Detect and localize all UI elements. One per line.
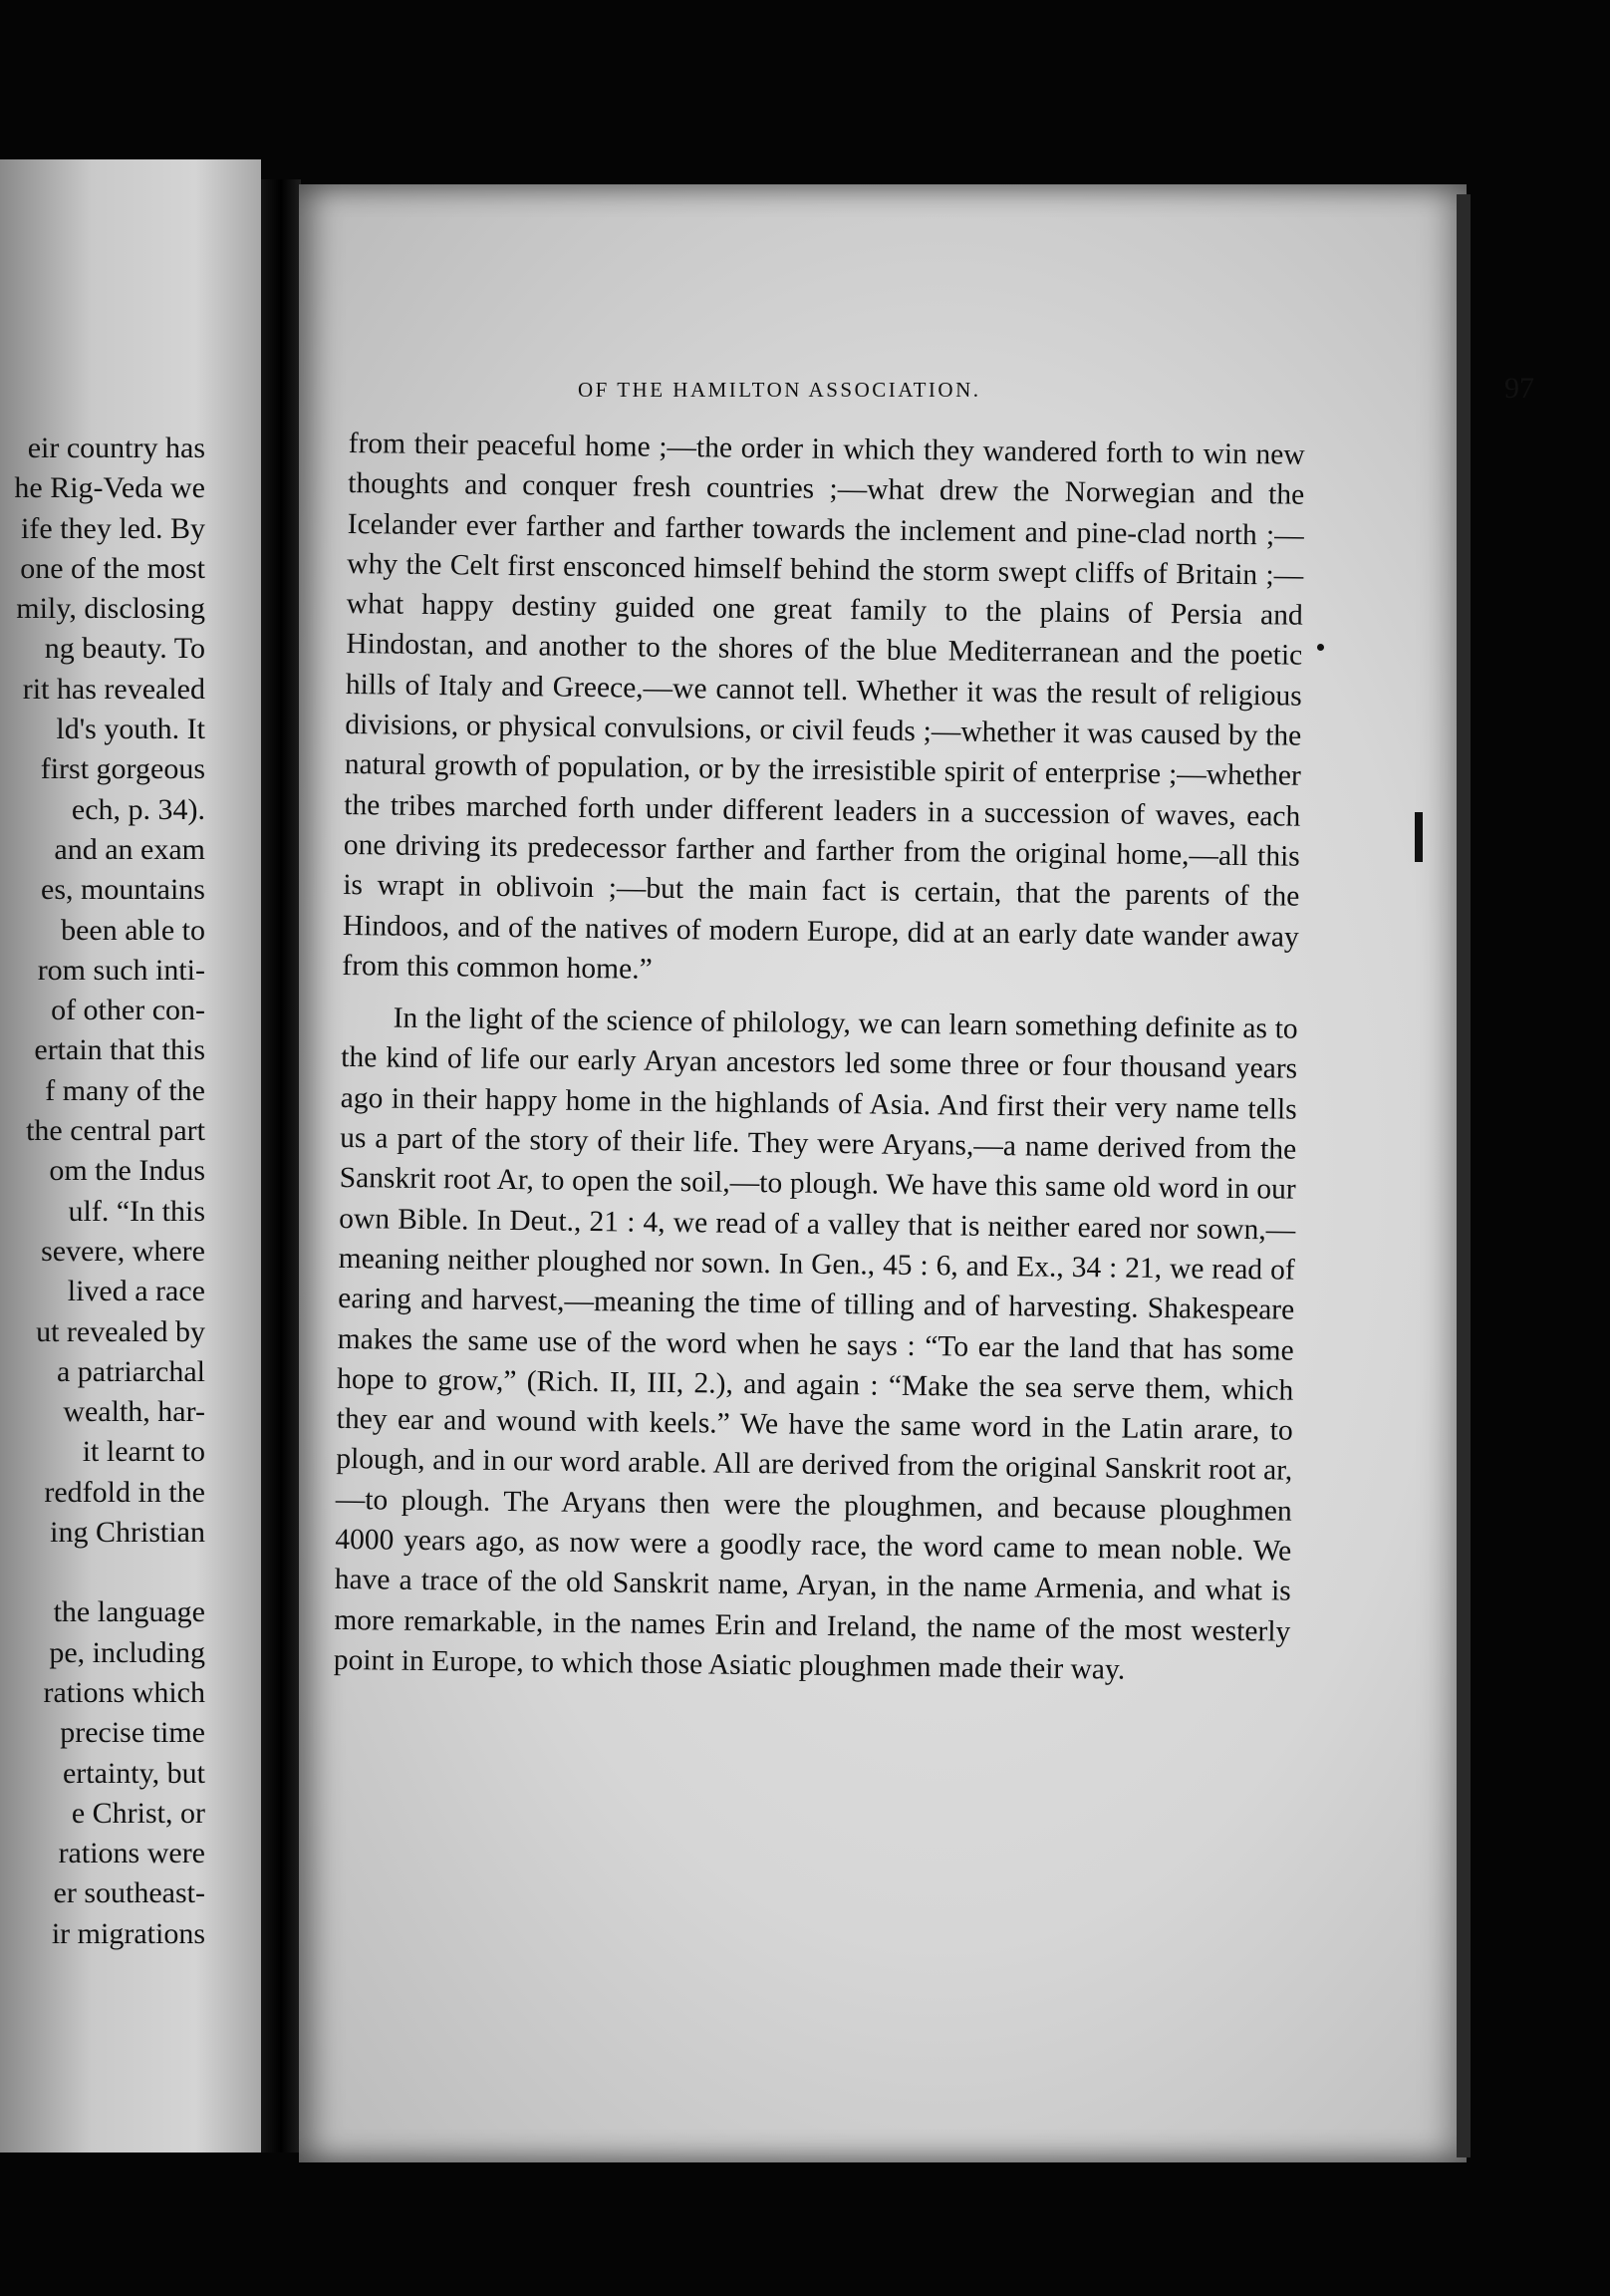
left-page-line: rom such inti- [37,953,205,987]
left-page-line: redfold in the [44,1475,205,1509]
page-number: 97 [1504,372,1534,405]
left-page-line: om the Indus [49,1154,205,1188]
left-page-line: rations which [43,1675,205,1709]
left-page-line: the central part [26,1114,205,1148]
left-page-line: ir migrations [51,1916,205,1950]
margin-dot [1317,644,1324,651]
margin-mark [1415,812,1423,862]
left-page-line: ut revealed by [36,1314,205,1348]
left-page-line: rit has revealed [22,672,205,706]
left-page-line: ulf. “In this [68,1194,205,1228]
book-gutter [261,179,301,2152]
left-page-line: ife they led. By [21,511,205,545]
paragraph-1: from their peaceful home ;—the order in which they wandered forth to win new thoughts and conquer fresh countries ;—what drew the Norwegian and the Icelander ever farther and farther towards the inclement and pine-clad north ;—why the Celt first ensconced himself behind the storm swept cliffs of Britain ;—what happy destiny guided one great family to the plains of Persia and Hindostan, and another to the shores of the blue Mediterranean and the poetic hills of Italy and Greece,—we cannot tell. Whether it was the result of religious divisions, or physical convulsions, or civil feuds ;—whether it was caused by the natural growth of population, or by the irresistible spirit of enterprise ;—whether the tribes marched forth under different leaders in a succession of waves, each one driving its predecessor farther and farther from the original home,—all this is wrapt in oblivoin ;—but the main fact is certain, that the parents of the Hindoos, and of the natives of modern Europe, did at an early date wander away from this common home.” [342,427,1305,986]
left-page-line: er southeast- [53,1876,205,1910]
left-page-line: been able to [61,913,205,947]
page-body [334,424,1305,1692]
left-page-line: es, mountains [41,873,205,907]
left-page-line: of other con- [51,994,205,1027]
left-page-line: e Christ, or [71,1796,205,1830]
left-page-line: rations were [58,1837,205,1870]
left-page-line: severe, where [41,1234,205,1268]
page-edge [1457,194,1471,2157]
left-page-line: a patriarchal [56,1354,205,1388]
right-page [299,184,1534,2162]
left-page-line: lived a race [67,1275,205,1308]
left-page-line: first gorgeous [40,752,205,786]
left-page-line: ld's youth. It [56,713,205,746]
left-page-line: the language [53,1595,205,1629]
left-page-line: pe, including [49,1635,205,1669]
left-page-line: he Rig-Veda we [14,471,205,505]
left-page-line: ertainty, but [62,1756,205,1790]
left-page-line: ing Christian [50,1516,205,1550]
left-page-line: precise time [60,1716,205,1750]
left-page-line: one of the most [20,551,205,585]
left-page-line: it learnt to [82,1435,205,1469]
left-page-line: mily, disclosing [16,592,205,626]
running-head: OF THE HAMILTON ASSOCIATION. [578,378,981,402]
left-page-text [0,429,205,1954]
left-page-line: wealth, har- [63,1395,205,1429]
left-page-line: f many of the [45,1073,205,1107]
left-page-line: ng beauty. To [44,632,205,666]
paragraph-2: In the light of the science of philology, we can learn something definite as to the kind of life our early Aryan ancestors led some three or four thousand years ago in their happy home in the highlands of Asia. And first their very name tells us a part of the story of their life. They were Aryans,—a name derived from the Sanskrit root Ar, to open the soil,—to plough. We have this same old word in our own Bible. In Deut., 21 : 4, we read of a valley that is neither eared nor sown,—meaning neither ploughed nor sown. In Gen., 45 : 6, and Ex., 34 : 21, we read of earing and harvest,—meaning the time of tilling and of harvesting. Shakespeare makes the same use of the word when he says : “To ear the land that has some hope to grow,” (Rich. II, III, 2.), and again : “Make the sea serve them, which they ear and wound with keels.” We have the same word in the Latin arare, to plough, and in our word arable. All are derived from the original Sanskrit root ar,—to plough. The Aryans then were the ploughmen, and because ploughmen 4000 years ago, as now were a goodly race, the word came to mean noble. We have a trace of the old Sanskrit name, Aryan, in the name Armenia, and what is more remarkable, in the names Erin and Ireland, the name of the most westerly point in Europe, to which those Asiatic ploughmen made their way. [333,1002,1298,1686]
left-page-line: eir country has [27,431,205,464]
left-page-gap [0,1553,205,1592]
left-page-line: ertain that this [34,1033,205,1067]
left-page-line: and an exam [54,832,205,866]
left-page-line: ech, p. 34). [71,792,205,826]
left-page [0,159,261,2152]
